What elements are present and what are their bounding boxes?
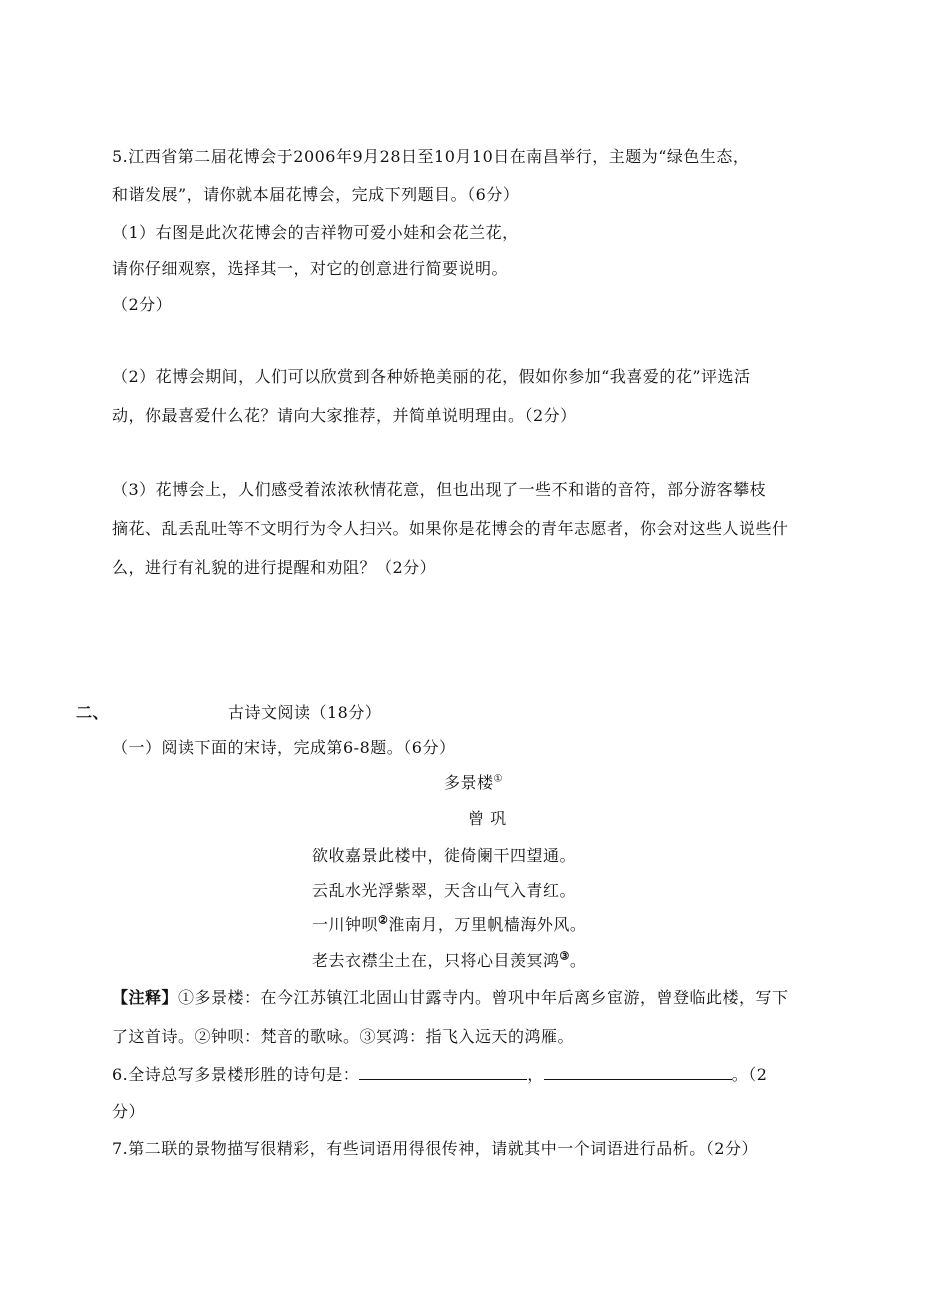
q5-part3-line-3: 么，进行有礼貌的进行提醒和劝阻？（2分） [112,558,437,577]
q5-part2-line-2: 动，你最喜爱什么花？请向大家推荐，并简单说明理由。（2分） [112,406,577,425]
q6-end: 。（2 [731,1065,768,1084]
q6-answer-blank-1[interactable] [359,1065,527,1080]
notes-line-2: 了这首诗。②钟呗：梵音的歌咏。③冥鸿：指飞入远天的鸿雁。 [112,1027,575,1046]
poem-line-3-part-b: 淮南月，万里帆樯海外风。 [388,915,587,934]
q6-answer-blank-2[interactable] [544,1065,732,1080]
section-title: 古诗文阅读（18分） [228,703,382,722]
q7-line-1: 7.第二联的景物描写很精彩，有些词语用得很传神，请就其中一个词语进行品析。（2分） [112,1139,758,1158]
notes-line-1 [112,988,789,1008]
poem-line-1: 欲收嘉景此楼中，徙倚阑干四望通。 [312,846,577,865]
q5-part2-line-1: （2）花博会期间，人们可以欣赏到各种娇艳美丽的花，假如你参加“我喜爱的花”评选活 [112,367,751,386]
section-number: 二、 [76,703,110,722]
poem-line-2: 云乱水光浮紫翠，天含山气入青红。 [312,881,577,900]
poem-line-4-part-b: 。 [569,951,587,970]
poem-author: 曾 巩 [468,809,507,828]
q6-line-2: 分） [112,1102,146,1121]
q5-part1-line-1: （1）右图是此次花博会的吉祥物可爱小娃和会花兰花， [112,223,519,242]
notes-label: 【注释】 [112,988,179,1007]
q5-part1-line-2: 请你仔细观察，选择其一，对它的创意进行简要说明。 [112,259,509,278]
q5-part3-line-2: 摘花、乱丢乱吐等不文明行为令人扫兴。如果你是花博会的青年志愿者，你会对这些人说些什 [112,519,789,538]
poem-line-4 [312,951,586,971]
poem-title-text: 多景楼 [444,773,494,792]
q5-line-2: 和谐发展”，请你就本届花博会，完成下列题目。（6分） [112,185,520,204]
q6-text: 6.全诗总写多景楼形胜的诗句是： [112,1065,360,1084]
poem-title [444,773,503,793]
notes-text-1: ①多景楼：在今江苏镇江北固山甘露寺内。曾巩中年后离乡宦游，曾登临此楼，写下 [178,988,789,1007]
q6-separator: ， [527,1065,544,1084]
poem-line-3-note-mark: ② [378,913,389,927]
q5-line-1: 5.江西省第二届花博会于2006年9月28日至10月10日在南昌举行，主题为“绿色生态， [112,147,750,166]
poem-line-3-part-a: 一川钟呗 [312,915,379,934]
section-subtitle: （一）阅读下面的宋诗，完成第6-8题。（6分） [112,738,456,757]
q6-line-1 [112,1065,767,1085]
poem-title-note-mark: ① [493,773,503,785]
q5-part3-line-1: （3）花博会上，人们感受着浓浓秋情花意，但也出现了一些不和谐的音符，部分游客攀枝 [112,480,767,499]
q5-part1-line-3: （2分） [112,295,173,314]
poem-line-4-note-mark: ③ [559,949,570,963]
poem-line-4-part-a: 老去衣襟尘土在，只将心目羡冥鸿 [312,951,560,970]
poem-line-3 [312,915,586,935]
